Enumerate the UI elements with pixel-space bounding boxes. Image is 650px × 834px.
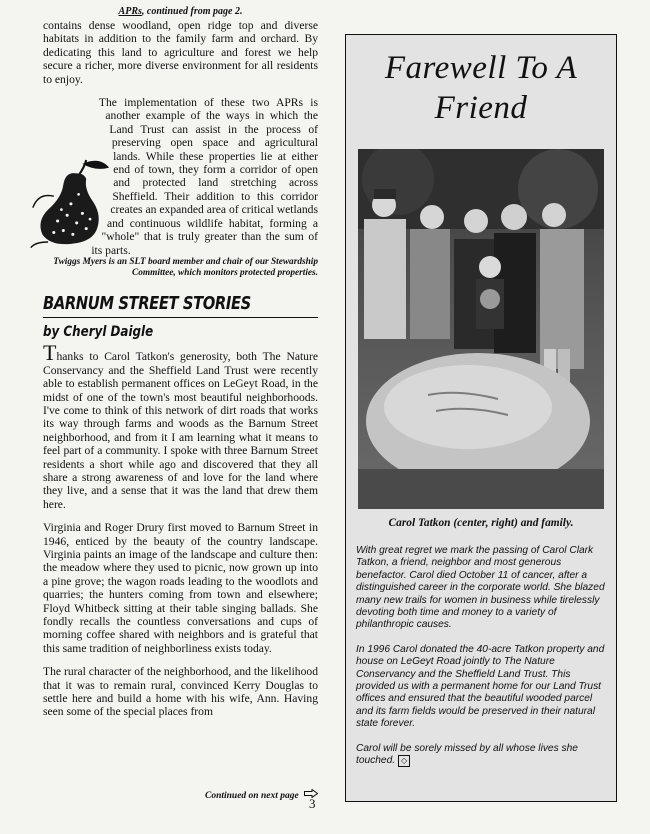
continued-next-note[interactable] xyxy=(205,789,318,801)
article-byline: by Cheryl Daigle xyxy=(43,324,154,341)
family-photo xyxy=(358,149,604,509)
apr-paragraph-2 xyxy=(43,96,318,257)
sidebar-title xyxy=(346,48,616,128)
drop-cap: T xyxy=(43,340,57,366)
diamond-end-mark-icon: ◇ xyxy=(398,755,410,767)
sidebar-title-line-2: Friend xyxy=(434,90,528,126)
barnum-paragraph-3: The rural character of the neighborhood, and the likelihood that it was to remain rural, convinced Kerry Douglas to settle here and build a home with his wife, Ann. Having seen some of the special places from xyxy=(43,665,318,719)
pear-illustration xyxy=(29,154,111,248)
farewell-paragraph-3-text: Carol will be sorely missed by all whose lives she touched. xyxy=(356,742,578,767)
author-bio: Twiggs Myers is an SLT board member and chair of our Stewardship Committee, which monitors protected properties. xyxy=(53,256,318,279)
left-column xyxy=(43,6,318,729)
barnum-paragraph-1-text: hanks to Carol Tatkon's generosity, both The Nature Conservancy and the Sheffield Land Trust were recently able to establish permanent offices on LeGeyt Road, in the midst of one of the town's most beautiful neighborhoods. I've come to think of this network of dirt roads that works its way through farms and woods as the Barnum Street neighborhood, and from it I am learning what it means to feel part of a community. I spoke with three Barnum Street residents a short while ago and discovered that they all share a strong awareness of and love for the land where they live, and a sense that it was the land that drew them here. xyxy=(43,350,318,511)
farewell-paragraph-2: In 1996 Carol donated the 40-acre Tatkon property and house on LeGeyt Road jointly to The Nature Conservancy and the Sheffield Land Trust. This provided us with a permanent home for our Land Trust offices and ensured that the beautiful wooded parcel and its farm fields would be preserved in their natural state forever. xyxy=(356,643,605,730)
photo-caption: Carol Tatkon (center, right) and family. xyxy=(388,517,574,529)
apr-paragraph-2-text: The implementation of these two APRs is another example of the ways in which the Land Trust can assist in the process of preserving open space and agricultural lands. While these properties lie at either end of town, they form a corridor of open and protected land stretching across Sheffield. Their addition to this corridor creates an expanded area of critical wetlands and continuous wildlife habitat, forming a "whole" that is truly greater than the sum of its parts. xyxy=(91,96,318,257)
continued-from-note xyxy=(43,6,318,17)
farewell-sidebar xyxy=(345,34,617,802)
barnum-paragraph-2: Virginia and Roger Drury first moved to Barnum Street in 1946, enticed by the beauty of the country landscape. Virginia paints an image of the landscape and culture then: the meadow where they used to picnic, now grown up into a pine grove; the wagon roads leading to the woodlots and quarries; the hunters coming from town and elsewhere; Floyd Whitbeck sitting at their table singing ballads. She fondly recalls the countless conversations and cups of morning coffee shared with neighbors and is grateful that this same tradition of neighborliness exists today. xyxy=(43,521,318,655)
apr-paragraph-1: contains dense woodland, open ridge top and diverse habitats in addition to the family farm and orchard. By dedicating this land to agriculture and forest we help secure a richer, more diverse environment for all residents to enjoy. xyxy=(43,19,318,86)
apr-paragraph-2-block xyxy=(43,96,318,279)
continued-from-link[interactable]: APRs xyxy=(118,6,142,17)
article-headline: BARNUM STREET STORIES xyxy=(43,293,251,315)
headline-rule xyxy=(43,317,318,318)
page-number: 3 xyxy=(309,796,316,811)
barnum-paragraph-1 xyxy=(43,340,318,511)
continued-next-text: Continued on next page xyxy=(205,791,299,801)
continued-from-text: , continued from page 2. xyxy=(141,6,243,17)
farewell-text xyxy=(356,545,610,780)
farewell-paragraph-1: With great regret we mark the passing of Carol Clark Tatkon, a friend, neighbor and most generous benefactor. Carol died October 11 of cancer, after a distinguished career in the corporate world. She blazed many new trails for women in business while tirelessly devoting both time and money to a variety of philanthropic causes. xyxy=(356,545,605,631)
sidebar-title-line-1: Farewell To A xyxy=(384,50,578,86)
farewell-paragraph-3 xyxy=(356,743,610,768)
